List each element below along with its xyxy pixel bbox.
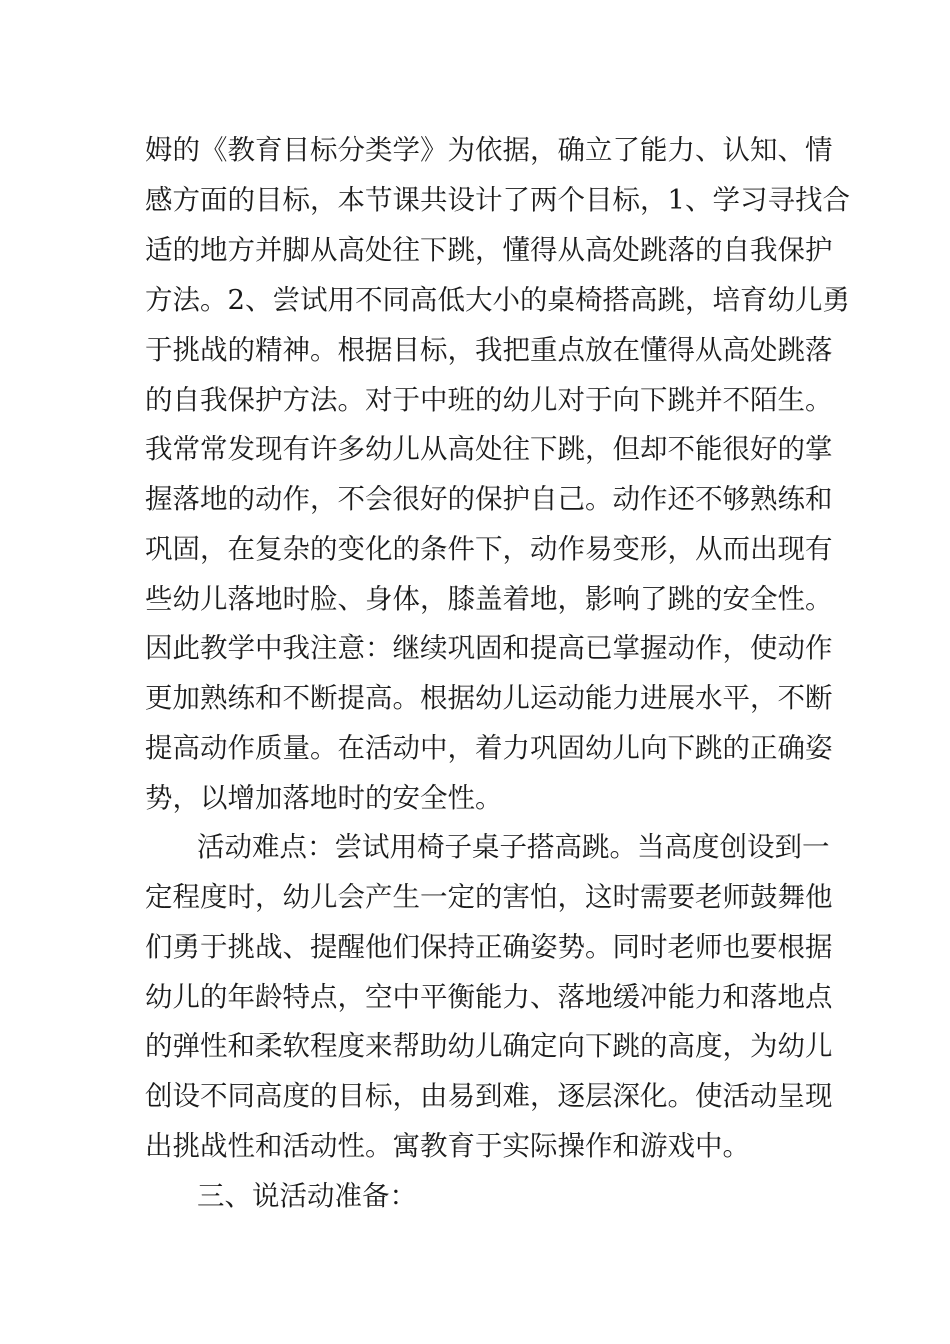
text-line: 些幼儿落地时脸、身体，膝盖着地，影响了跳的安全性。 xyxy=(145,583,833,615)
text-line: 因此教学中我注意：继续巩固和提高已掌握动作，使动作 xyxy=(145,632,833,664)
text-line: 感方面的目标，本节课共设计了两个目标，1、学习寻找合 xyxy=(145,184,850,216)
paragraph-start-line: 活动难点：尝试用椅子桌子搭高跳。当高度创设到一 xyxy=(197,831,830,863)
text-line: 幼儿的年龄特点，空中平衡能力、落地缓冲能力和落地点 xyxy=(145,981,833,1013)
text-line: 握落地的动作，不会很好的保护自己。动作还不够熟练和 xyxy=(145,483,833,515)
text-line: 更加熟练和不断提高。根据幼儿运动能力进展水平，不断 xyxy=(145,682,833,714)
text-line: 势，以增加落地时的安全性。 xyxy=(145,782,503,814)
section-heading: 三、说活动准备： xyxy=(197,1180,417,1212)
text-line: 于挑战的精神。根据目标，我把重点放在懂得从高处跳落 xyxy=(145,334,833,366)
text-line: 适的地方并脚从高处往下跳，懂得从高处跳落的自我保护 xyxy=(145,234,833,266)
text-line: 出挑战性和活动性。寓教育于实际操作和游戏中。 xyxy=(145,1130,750,1162)
text-line: 姆的《教育目标分类学》为依据，确立了能力、认知、情 xyxy=(145,134,833,166)
text-line: 们勇于挑战、提醒他们保持正确姿势。同时老师也要根据 xyxy=(145,931,833,963)
text-line: 的自我保护方法。对于中班的幼儿对于向下跳并不陌生。 xyxy=(145,384,833,416)
text-line: 创设不同高度的目标，由易到难，逐层深化。使活动呈现 xyxy=(145,1080,833,1112)
text-line: 提高动作质量。在活动中，着力巩固幼儿向下跳的正确姿 xyxy=(145,732,833,764)
text-line: 定程度时，幼儿会产生一定的害怕，这时需要老师鼓舞他 xyxy=(145,881,833,913)
text-line: 方法。2、尝试用不同高低大小的桌椅搭高跳，培育幼儿勇 xyxy=(145,284,850,316)
text-line: 的弹性和柔软程度来帮助幼儿确定向下跳的高度，为幼儿 xyxy=(145,1030,833,1062)
text-line: 巩固，在复杂的变化的条件下，动作易变形，从而出现有 xyxy=(145,533,833,565)
text-line: 我常常发现有许多幼儿从高处往下跳，但却不能很好的掌 xyxy=(145,433,833,465)
